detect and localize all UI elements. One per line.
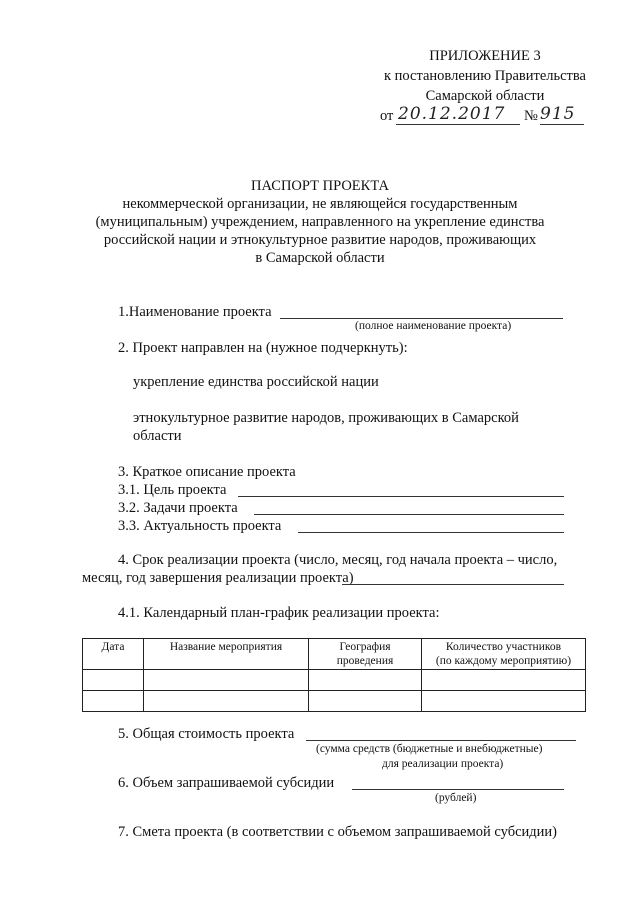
goal-label: 3.1. Цель проекта <box>118 482 227 498</box>
subsidy-hint: (рублей) <box>435 792 477 804</box>
date-from-label: от <box>380 108 394 124</box>
project-name-hint: (полное наименование проекта) <box>355 320 512 332</box>
subsidy-label: 6. Объем запрашиваемой субсидии <box>118 775 335 791</box>
total-cost-label: 5. Общая стоимость проекта <box>118 726 295 742</box>
table-row <box>83 670 586 691</box>
col-date-header: Дата <box>83 639 144 670</box>
appendix-title: ПРИЛОЖЕНИЕ 3 <box>429 48 541 64</box>
col-count-line-2: (по каждому мероприятию) <box>435 655 572 667</box>
estimate-label: 7. Смета проекта (в соответствии с объемом запрашиваемой субсидии) <box>118 824 558 840</box>
col-count-header <box>422 639 586 670</box>
term-line-1: 4. Срок реализации проекта (число, месяц, год начала проекта – число, <box>118 552 558 568</box>
handwritten-date: 20.12.2017 <box>398 104 506 124</box>
term-field[interactable] <box>342 584 564 585</box>
project-name-field[interactable] <box>280 318 563 319</box>
table-header-row <box>83 639 586 670</box>
total-cost-field[interactable] <box>306 740 576 741</box>
project-name-label: 1.Наименование проекта <box>118 304 272 320</box>
resolution-line-2: Самарской области <box>425 88 545 104</box>
table-cell[interactable] <box>144 670 309 691</box>
resolution-line-1: к постановлению Правительства <box>384 68 586 84</box>
table-cell[interactable] <box>144 691 309 712</box>
col-count-line-1: Количество участников <box>445 641 562 653</box>
direction-option-unity[interactable]: укрепление единства российской нации <box>133 374 379 390</box>
goal-field[interactable] <box>238 496 564 497</box>
table-row <box>83 691 586 712</box>
title-line-2: (муниципальным) учреждением, направленного на укрепление единства <box>95 214 545 230</box>
direction-option-ethno[interactable]: этнокультурное развитие народов, проживающих в Самарской <box>133 410 519 426</box>
title-line-3: российской нации и этнокультурное развитие народов, проживающих <box>103 232 537 248</box>
table-cell[interactable] <box>83 670 144 691</box>
date-underline <box>396 124 520 125</box>
col-geo-line-2: проведения <box>336 655 394 667</box>
calendar-plan-table <box>82 638 586 712</box>
tasks-field[interactable] <box>254 514 564 515</box>
short-description-label: 3. Краткое описание проекта <box>118 464 296 480</box>
table-cell[interactable] <box>422 691 586 712</box>
relevance-field[interactable] <box>298 532 564 533</box>
table-cell[interactable] <box>309 691 422 712</box>
col-geo-line-1: География <box>339 641 391 653</box>
calendar-plan-label: 4.1. Календарный план-график реализации проекта: <box>118 605 440 621</box>
table-cell[interactable] <box>309 670 422 691</box>
number-underline <box>540 124 584 125</box>
term-line-2: месяц, год завершения реализации проекта) <box>82 570 354 586</box>
col-event-header: Название мероприятия <box>144 639 309 670</box>
document-title: ПАСПОРТ ПРОЕКТА <box>251 178 389 194</box>
table-cell[interactable] <box>83 691 144 712</box>
table-cell[interactable] <box>422 670 586 691</box>
handwritten-number: 915 <box>540 104 576 124</box>
direction-label: 2. Проект направлен на (нужное подчеркнуть): <box>118 340 408 356</box>
direction-option-ethno-cont: области <box>133 428 182 444</box>
title-line-1: некоммерческой организации, не являющейся государственным <box>122 196 518 212</box>
total-cost-hint-2: для реализации проекта) <box>382 758 504 770</box>
subsidy-field[interactable] <box>352 789 564 790</box>
total-cost-hint-1: (сумма средств (бюджетные и внебюджетные) <box>316 743 543 755</box>
col-geo-header <box>309 639 422 670</box>
tasks-label: 3.2. Задачи проекта <box>118 500 238 516</box>
relevance-label: 3.3. Актуальность проекта <box>118 518 282 534</box>
title-line-4: в Самарской области <box>255 250 385 266</box>
number-label: № <box>524 108 538 124</box>
